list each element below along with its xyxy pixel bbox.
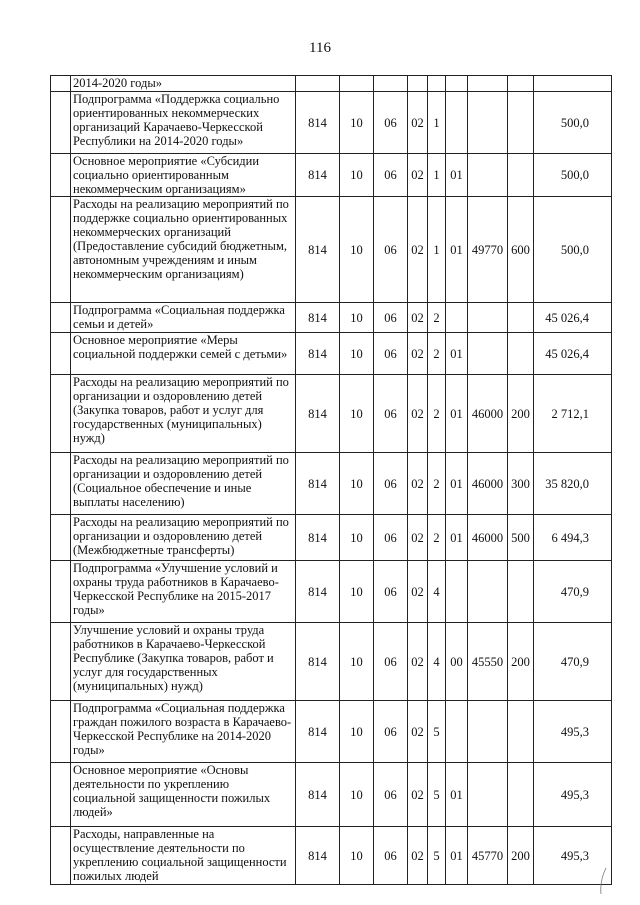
item-name-cell: Расходы на реализацию мероприятий по организации и оздоровлению детей (Межбюджетные трансферты) [71, 515, 296, 561]
program-cell: 02 [408, 92, 428, 154]
section-cell: 10 [340, 197, 374, 303]
direction-code-cell [468, 154, 508, 197]
amount-cell: 500,0 [534, 154, 612, 197]
event-cell: 01 [446, 453, 468, 515]
table-row [51, 827, 612, 885]
blank-cell [51, 92, 71, 154]
amount-cell [534, 76, 612, 92]
blank-cell [51, 154, 71, 197]
subsection-cell: 06 [374, 623, 408, 701]
section-cell [340, 76, 374, 92]
grbs-cell: 814 [296, 701, 340, 763]
item-name-cell: Расходы на реализацию мероприятий по организации и оздоровлению детей (Закупка товаров, работ и услуг для государственных (муниципальных) нужд) [71, 375, 296, 453]
section-cell: 10 [340, 375, 374, 453]
direction-code-cell [468, 701, 508, 763]
expense-type-cell: 600 [508, 197, 534, 303]
amount-cell: 495,3 [534, 827, 612, 885]
direction-code-cell [468, 561, 508, 623]
program-cell: 02 [408, 561, 428, 623]
section-cell: 10 [340, 561, 374, 623]
grbs-cell: 814 [296, 375, 340, 453]
subsection-cell: 06 [374, 701, 408, 763]
section-cell: 10 [340, 303, 374, 333]
event-cell [446, 701, 468, 763]
expense-type-cell: 500 [508, 515, 534, 561]
event-cell: 00 [446, 623, 468, 701]
blank-cell [51, 763, 71, 827]
section-cell: 10 [340, 92, 374, 154]
section-cell: 10 [340, 453, 374, 515]
amount-cell: 470,9 [534, 561, 612, 623]
item-name-cell: 2014-2020 годы» [71, 76, 296, 92]
budget-table-body [51, 76, 612, 885]
subsection-cell: 06 [374, 303, 408, 333]
section-cell: 10 [340, 515, 374, 561]
subprogram-cell: 2 [428, 453, 446, 515]
grbs-cell: 814 [296, 623, 340, 701]
program-cell: 02 [408, 303, 428, 333]
event-cell [446, 561, 468, 623]
direction-code-cell: 45550 [468, 623, 508, 701]
event-cell: 01 [446, 375, 468, 453]
event-cell [446, 76, 468, 92]
amount-cell: 6 494,3 [534, 515, 612, 561]
item-name-cell: Подпрограмма «Социальная поддержка семьи и детей» [71, 303, 296, 333]
grbs-cell [296, 76, 340, 92]
table-row [51, 303, 612, 333]
direction-code-cell: 46000 [468, 453, 508, 515]
subsection-cell: 06 [374, 763, 408, 827]
handwritten-mark-icon [598, 866, 608, 896]
subprogram-cell: 1 [428, 154, 446, 197]
program-cell: 02 [408, 333, 428, 375]
grbs-cell: 814 [296, 827, 340, 885]
grbs-cell: 814 [296, 303, 340, 333]
item-name-cell: Подпрограмма «Улучшение условий и охраны труда работников в Карачаево-Черкесской Республике на 2015-2017 годы» [71, 561, 296, 623]
section-cell: 10 [340, 701, 374, 763]
direction-code-cell [468, 333, 508, 375]
item-name-cell: Основное мероприятие «Меры социальной поддержки семей с детьми» [71, 333, 296, 375]
direction-code-cell [468, 763, 508, 827]
blank-cell [51, 561, 71, 623]
amount-cell: 495,3 [534, 701, 612, 763]
program-cell: 02 [408, 515, 428, 561]
grbs-cell: 814 [296, 154, 340, 197]
grbs-cell: 814 [296, 333, 340, 375]
item-name-cell: Подпрограмма «Поддержка социально ориентированных некоммерческих организаций Карачаево-Черкесской Республики на 2014-2020 годы» [71, 92, 296, 154]
table-row [51, 701, 612, 763]
subprogram-cell: 5 [428, 701, 446, 763]
expense-type-cell [508, 561, 534, 623]
direction-code-cell [468, 76, 508, 92]
expense-type-cell [508, 701, 534, 763]
subsection-cell: 06 [374, 561, 408, 623]
item-name-cell: Основное мероприятие «Субсидии социально ориентированным некоммерческим организациям» [71, 154, 296, 197]
program-cell: 02 [408, 197, 428, 303]
direction-code-cell [468, 92, 508, 154]
expense-type-cell [508, 333, 534, 375]
subsection-cell: 06 [374, 375, 408, 453]
table-row [51, 197, 612, 303]
grbs-cell: 814 [296, 92, 340, 154]
blank-cell [51, 453, 71, 515]
table-row [51, 92, 612, 154]
budget-table [50, 75, 612, 885]
direction-code-cell [468, 303, 508, 333]
expense-type-cell: 300 [508, 453, 534, 515]
amount-cell: 500,0 [534, 92, 612, 154]
expense-type-cell [508, 154, 534, 197]
item-name-cell: Расходы, направленные на осуществление деятельности по укреплению социальной защищенности пожилых людей [71, 827, 296, 885]
expense-type-cell: 200 [508, 827, 534, 885]
subsection-cell [374, 76, 408, 92]
table-row [51, 763, 612, 827]
program-cell: 02 [408, 623, 428, 701]
blank-cell [51, 701, 71, 763]
amount-cell: 470,9 [534, 623, 612, 701]
subprogram-cell: 5 [428, 763, 446, 827]
subsection-cell: 06 [374, 453, 408, 515]
event-cell: 01 [446, 197, 468, 303]
section-cell: 10 [340, 827, 374, 885]
blank-cell [51, 303, 71, 333]
expense-type-cell [508, 76, 534, 92]
event-cell [446, 303, 468, 333]
amount-cell: 500,0 [534, 197, 612, 303]
grbs-cell: 814 [296, 763, 340, 827]
section-cell: 10 [340, 333, 374, 375]
expense-type-cell [508, 303, 534, 333]
expense-type-cell [508, 763, 534, 827]
subprogram-cell: 4 [428, 623, 446, 701]
program-cell: 02 [408, 763, 428, 827]
amount-cell: 495,3 [534, 763, 612, 827]
blank-cell [51, 623, 71, 701]
event-cell: 01 [446, 763, 468, 827]
program-cell: 02 [408, 375, 428, 453]
page-number: 116 [309, 40, 331, 56]
section-cell: 10 [340, 763, 374, 827]
subprogram-cell: 2 [428, 375, 446, 453]
program-cell: 02 [408, 701, 428, 763]
amount-cell: 45 026,4 [534, 303, 612, 333]
subsection-cell: 06 [374, 92, 408, 154]
subsection-cell: 06 [374, 333, 408, 375]
event-cell: 01 [446, 154, 468, 197]
table-row [51, 375, 612, 453]
section-cell: 10 [340, 623, 374, 701]
subsection-cell: 06 [374, 154, 408, 197]
subsection-cell: 06 [374, 827, 408, 885]
program-cell: 02 [408, 154, 428, 197]
item-name-cell: Расходы на реализацию мероприятий по поддержке социально ориентированных некоммерческих организаций (Предоставление субсидий бюджетным, автономным учреждениям и иным некоммерческим организациям) [71, 197, 296, 303]
blank-cell [51, 333, 71, 375]
grbs-cell: 814 [296, 515, 340, 561]
program-cell: 02 [408, 827, 428, 885]
table-row [51, 561, 612, 623]
expense-type-cell: 200 [508, 375, 534, 453]
table-row [51, 76, 612, 92]
subprogram-cell: 2 [428, 515, 446, 561]
grbs-cell: 814 [296, 197, 340, 303]
direction-code-cell: 49770 [468, 197, 508, 303]
subprogram-cell: 4 [428, 561, 446, 623]
direction-code-cell: 46000 [468, 375, 508, 453]
subprogram-cell [428, 76, 446, 92]
item-name-cell: Расходы на реализацию мероприятий по организации и оздоровлению детей (Социальное обеспечение и иные выплаты населению) [71, 453, 296, 515]
subsection-cell: 06 [374, 515, 408, 561]
amount-cell: 2 712,1 [534, 375, 612, 453]
event-cell: 01 [446, 333, 468, 375]
grbs-cell: 814 [296, 561, 340, 623]
grbs-cell: 814 [296, 453, 340, 515]
blank-cell [51, 515, 71, 561]
program-cell [408, 76, 428, 92]
blank-cell [51, 197, 71, 303]
expense-type-cell [508, 92, 534, 154]
blank-cell [51, 827, 71, 885]
subprogram-cell: 2 [428, 303, 446, 333]
program-cell: 02 [408, 453, 428, 515]
amount-cell: 45 026,4 [534, 333, 612, 375]
direction-code-cell: 45770 [468, 827, 508, 885]
table-row [51, 623, 612, 701]
table-row [51, 453, 612, 515]
subsection-cell: 06 [374, 197, 408, 303]
table-row [51, 515, 612, 561]
section-cell: 10 [340, 154, 374, 197]
subprogram-cell: 1 [428, 197, 446, 303]
subprogram-cell: 2 [428, 333, 446, 375]
item-name-cell: Основное мероприятие «Основы деятельности по укреплению социальной защищенности пожилых людей» [71, 763, 296, 827]
table-row [51, 154, 612, 197]
event-cell: 01 [446, 515, 468, 561]
subprogram-cell: 1 [428, 92, 446, 154]
item-name-cell: Подпрограмма «Социальная поддержка граждан пожилого возраста в Карачаево-Черкесской Республике на 2014-2020 годы» [71, 701, 296, 763]
direction-code-cell: 46000 [468, 515, 508, 561]
subprogram-cell: 5 [428, 827, 446, 885]
table-row [51, 333, 612, 375]
blank-cell [51, 76, 71, 92]
item-name-cell: Улучшение условий и охраны труда работников в Карачаево-Черкесской Республике (Закупка товаров, работ и услуг для государственных (муниципальных) нужд) [71, 623, 296, 701]
expense-type-cell: 200 [508, 623, 534, 701]
event-cell [446, 92, 468, 154]
blank-cell [51, 375, 71, 453]
amount-cell: 35 820,0 [534, 453, 612, 515]
event-cell: 01 [446, 827, 468, 885]
